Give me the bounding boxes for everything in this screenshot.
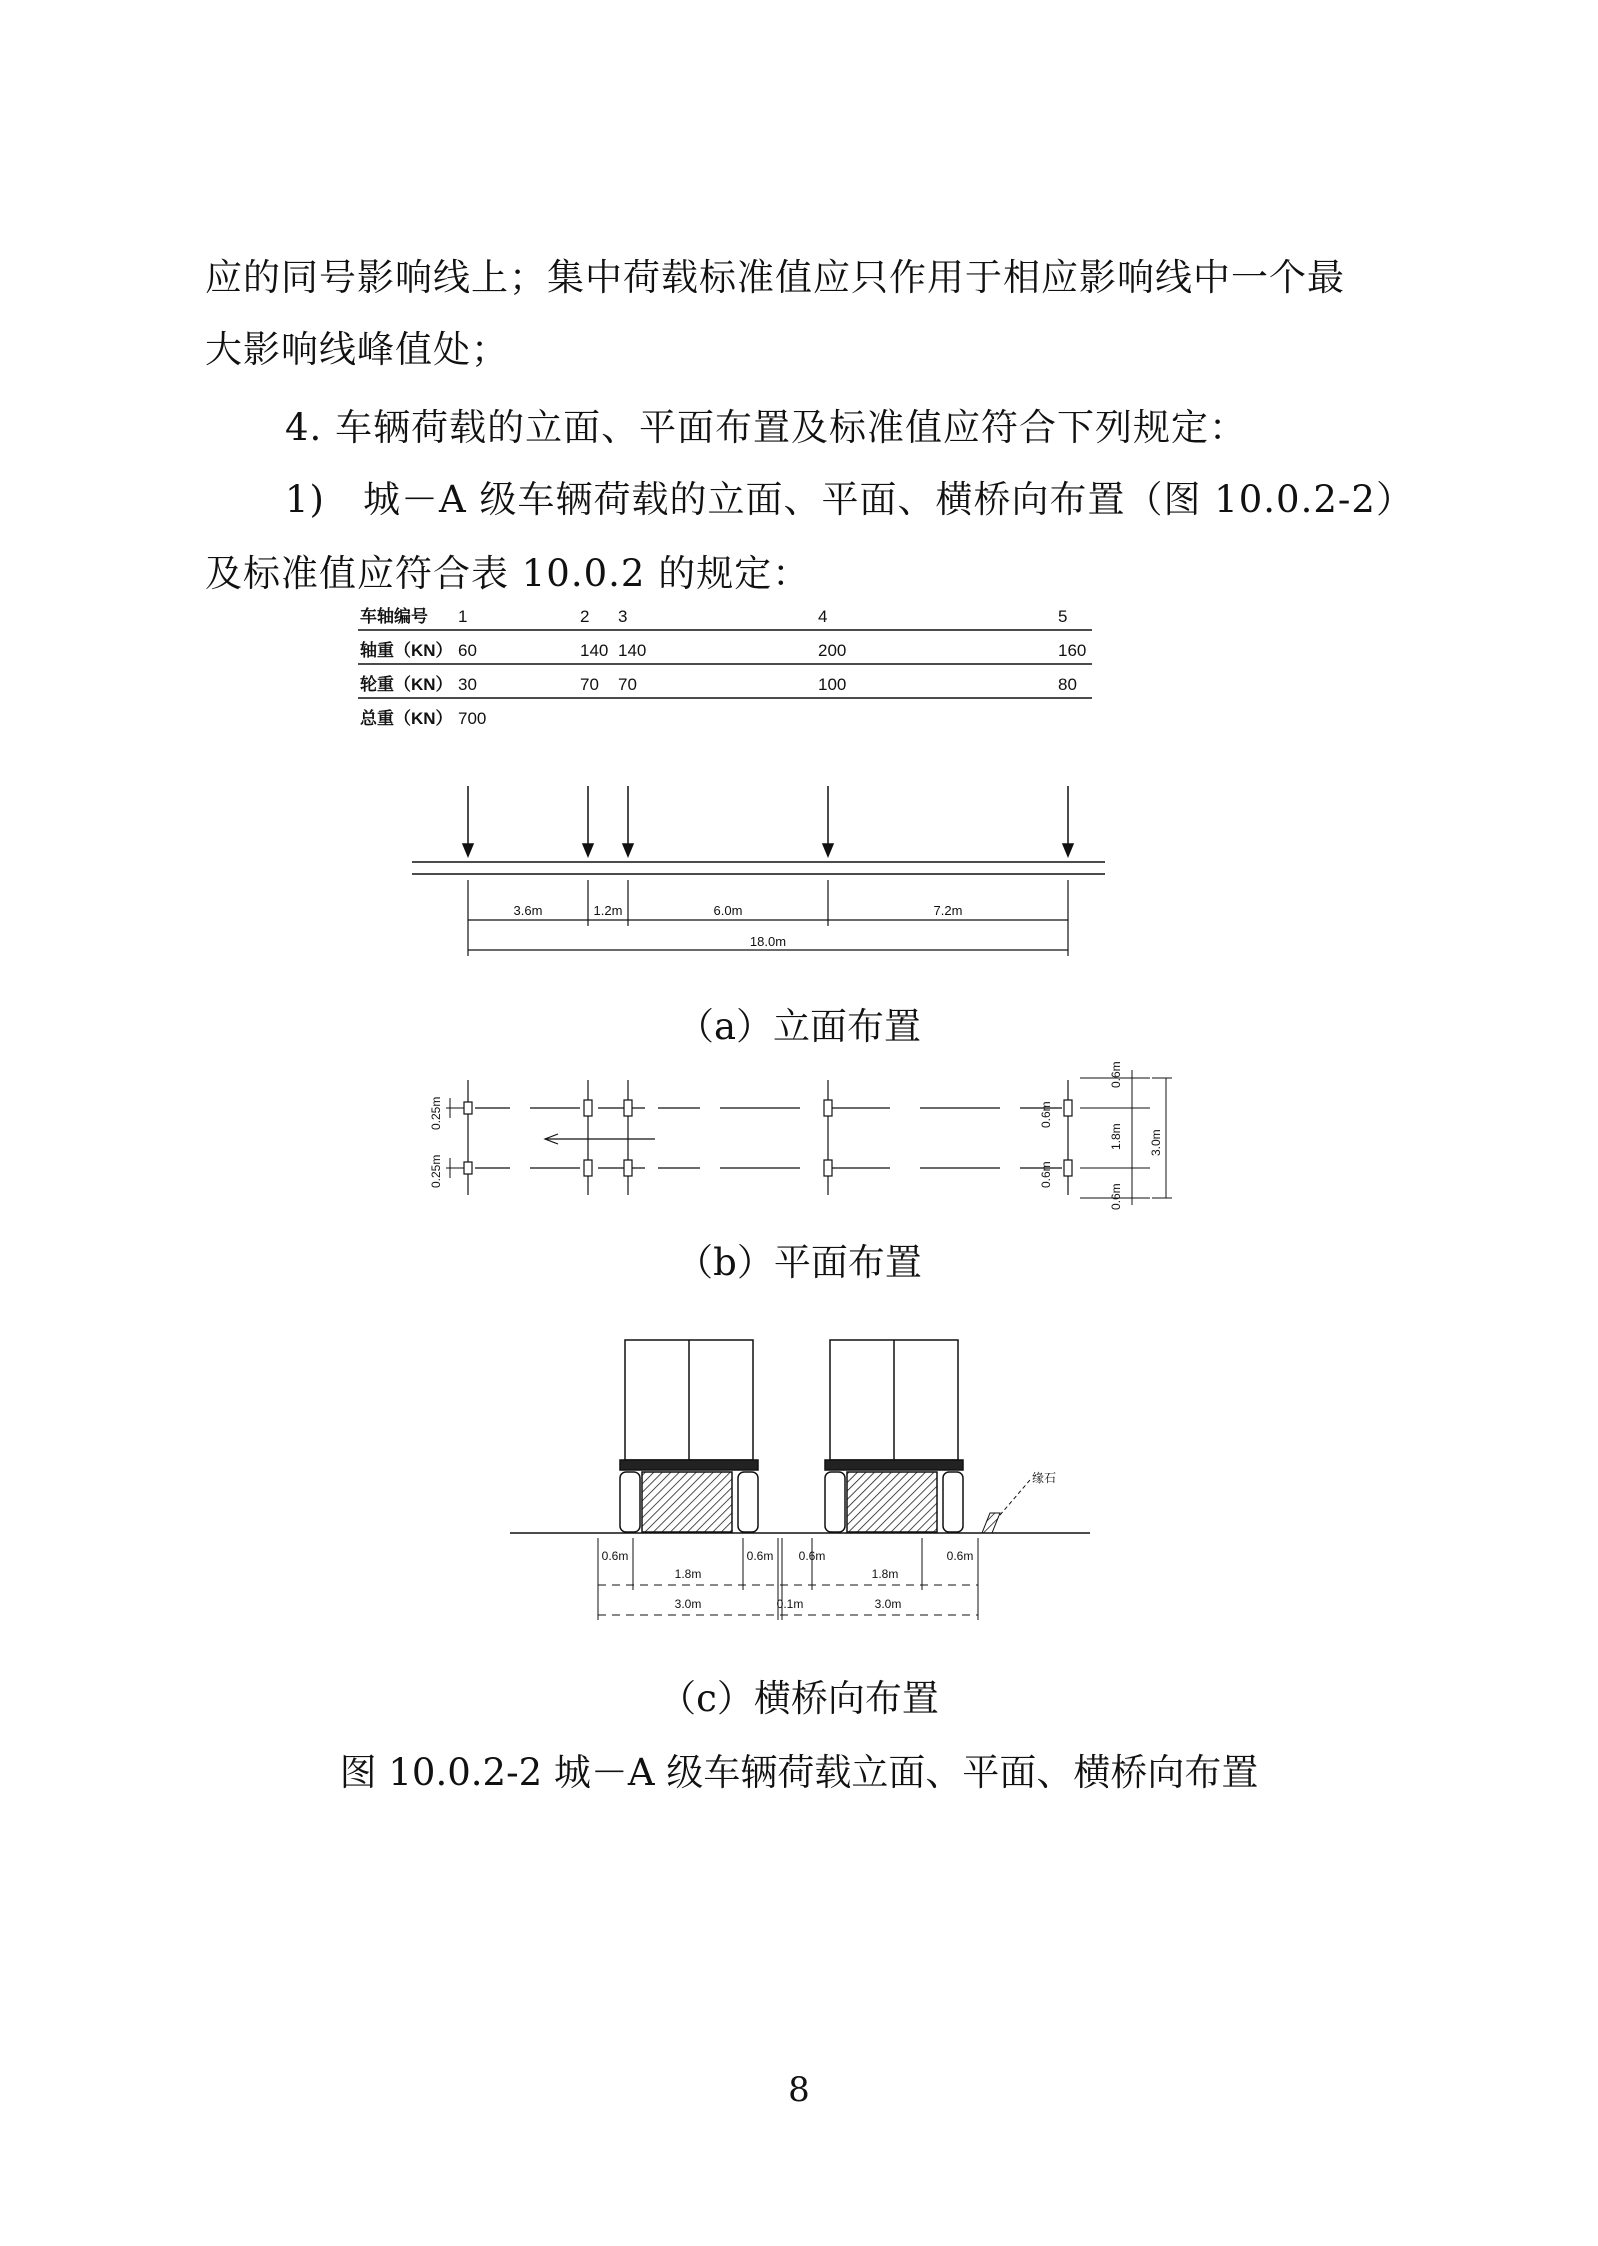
dim-label: 3.0m [1149, 1129, 1163, 1156]
dim-label: 1.8m [674, 1567, 702, 1581]
dim-label: 3.0m [874, 1597, 902, 1611]
paragraph-line: 4. 车辆荷载的立面、平面布置及标准值应符合下列规定： [285, 406, 1248, 449]
table-cell: 80 [1058, 675, 1077, 694]
elevation-figure [330, 600, 1130, 970]
table-cell: 4 [818, 607, 828, 626]
caption-c: （c）横桥向布置 [659, 1677, 939, 1720]
dim-label: 0.6m [746, 1549, 774, 1563]
dim-label: 0.6m [946, 1549, 974, 1563]
dim-label: 18.0m [749, 934, 787, 949]
curb-label: 缘石 [1032, 1471, 1057, 1485]
left-dims [446, 1098, 464, 1178]
load-table [358, 606, 1092, 728]
figure-caption: 图 10.0.2-2 城－A 级车辆荷载立面、平面、横桥向布置 [339, 1751, 1259, 1794]
table-cell: 700 [458, 709, 487, 728]
dim-label: 0.6m [601, 1549, 629, 1563]
wheel-marks [464, 1100, 1072, 1176]
table-cell: 5 [1058, 607, 1068, 626]
truck-right [825, 1340, 963, 1532]
axle-lines [468, 1080, 1068, 1195]
paragraph-line: 应的同号影响线上；集中荷载标准值应只作用于相应影响线中一个最 [205, 256, 1345, 299]
table-row-label: 总重（KN） [360, 709, 453, 728]
plan-dim-labels [429, 1061, 1163, 1210]
dim-label: 0.6m [1109, 1183, 1123, 1210]
table-row-label: 车轴编号 [360, 607, 428, 626]
table-row-label: 轴重（KN） [360, 641, 453, 660]
dimension-labels [514, 903, 963, 949]
dim-label: 1.8m [1109, 1123, 1123, 1150]
direction-arrow [545, 1134, 655, 1144]
dim-label: 3.6m [513, 903, 543, 918]
plan-figure [420, 1060, 1180, 1210]
table-cell: 160 [1058, 641, 1087, 660]
table-cell: 1 [458, 607, 468, 626]
wheel-track-lines [475, 1108, 1062, 1168]
dim-label: 7.2m [933, 903, 963, 918]
dim-label: 1.8m [871, 1567, 899, 1581]
table-cell: 100 [818, 675, 847, 694]
dim-label: 0.25m [429, 1096, 443, 1130]
dim-label: 3.0m [674, 1597, 702, 1611]
dim-label: 6.0m [713, 903, 743, 918]
truck-left [620, 1340, 758, 1532]
transverse-dim-labels [602, 1549, 974, 1611]
dim-label: 0.6m [1039, 1161, 1053, 1188]
table-cell: 140 [580, 641, 609, 660]
paragraph-line: 大影响线峰值处； [205, 328, 509, 371]
table-cell: 3 [618, 607, 628, 626]
table-cell: 60 [458, 641, 477, 660]
dim-label: 0.25m [429, 1154, 443, 1188]
caption-b: （b）平面布置 [676, 1241, 922, 1284]
transverse-figure [500, 1320, 1100, 1630]
axle-arrows [463, 786, 1073, 856]
page-number: 8 [788, 2070, 810, 2110]
table-cell: 70 [618, 675, 637, 694]
curb [982, 1480, 1030, 1533]
table-cell: 70 [580, 675, 599, 694]
dim-label: 0.1m [776, 1597, 804, 1611]
table-cell: 140 [618, 641, 647, 660]
table-row-label: 轮重（KN） [360, 675, 453, 694]
caption-a: （a）立面布置 [676, 1005, 922, 1048]
dim-label: 0.6m [1039, 1101, 1053, 1128]
table-cell: 200 [818, 641, 847, 660]
dim-label: 1.2m [593, 903, 623, 918]
paragraph-line: 及标准值应符合表 10.0.2 的规定： [205, 552, 811, 595]
dim-label: 0.6m [798, 1549, 826, 1563]
table-cell: 30 [458, 675, 477, 694]
paragraph-line: 1) 城－A 级车辆荷载的立面、平面、横桥向布置（图 10.0.2-2） [285, 478, 1414, 521]
table-cell: 2 [580, 607, 590, 626]
dim-label: 0.6m [1109, 1061, 1123, 1088]
